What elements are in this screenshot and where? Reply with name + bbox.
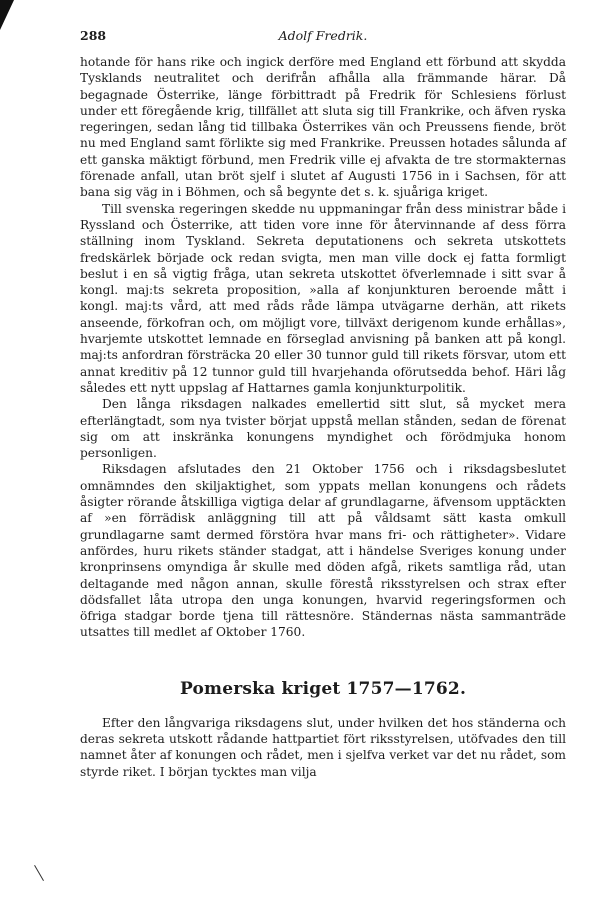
paragraph: Riksdagen afslutades den 21 Oktober 1756 och i riksdagsbeslutet omnämndes den skiljaktighet, som yppats mellan konungens och rådets åsigter rörande åtskilliga vigtiga delar af grundlagarne, äfvensom upptäckten af »en förrädisk anläggning till att på våldsamt sätt kasta omkull grundlagarne samt dermed förstöra hvar mans fri- och rättigheter». Vidare anfördes, huru rikets ständer stadgat, att i händelse Sveriges konung under kronprinsens omyndiga år skulle med döden afgå, rikets samtliga råd, utan deltagande med någon annan, skulle förestå riksstyrelsen och strax efter dödsfallet låta utropa den unga konungen, hvarvid regeringsformen och öfriga stadgar borde tjena till rättesnöre. Ständernas nästa sammanträde utsattes till medlet af Oktober 1760. <box>80 462 566 640</box>
body-text <box>80 54 566 641</box>
page-corner-mark <box>0 0 14 30</box>
paragraph: Efter den långvariga riksdagens slut, under hvilken det hos ständerna och deras sekreta utskott rådande hattpartiet fört riksstyrelsen, utöfvades den till namnet åter af konungen och rådet, men i sjelfva verket var det nu rådet, som styrde riket. I början tycktes man vilja <box>80 715 566 779</box>
section-heading: Pomerska kriget 1757—1762. <box>179 678 467 699</box>
paragraph-continuation: hotande för hans rike och ingick derföre med England ett förbund att skydda Tysklands neutralitet och derifrån afhålla alla främmande härar. Då begagnade Österrike, länge förbittradt på Fredrik för Schlesiens förlust under ett föregående krig, tillfället att sluta sig till Frankrike, och äfven ryska regeringen, sedan lång tid tillbaka Österrikes vän och Preussens fiende, bröt nu med England samt förlikte sig med Frankrike. Preussen hotades sålunda af ett ganska mäktigt förbund, men Fredrik ville ej afvakta de tre stormakternas förenade anfall, utan bröt sjelf i slutet af Augusti 1756 in i Sachsen, för att bana sig väg in i Böhmen, och så begynte det s. k. sjuåriga kriget. <box>80 55 566 200</box>
paragraph: Den långa riksdagen nalkades emellertid sitt slut, så mycket mera efterlängtadt, som nya tvister börjat uppstå mellan stånden, sedan de förenat sig om att inskränka konungens myndighet och förödmjuka honom personligen. <box>80 397 566 461</box>
paragraph: Till svenska regeringen skedde nu uppmaningar från dess ministrar både i Ryssland och Österrike, att tiden vore inne för återvinnande af dess förra ställning inom Tyskland. Sekreta deputationens och sekreta utskottets fredskärlek började ock redan svigta, men man ville dock ej fatta formligt beslut i en så vigtig fråga, utan sekreta utskottet öfverlemnade i sitt svar å kongl. maj:ts sekreta proposition, »alla af konjunkturen beroende mått i kongl. maj:ts vård, att med råds råde lämpa utvägarne derhän, att rikets anseende, förkofran och, om möjligt vore, tillväxt derigenom kunde erhållas», hvarjemte utskottet lemnade en förseglad anvisning på banken att på kongl. maj:ts anfordran försträcka 20 eller 30 tunnor guld till rikets försvar, utom ett annat kreditiv på 12 tunnor guld till hvarjehanda oförutsedda behof. Häri låg således ett nytt uppslag af Hattarnes gamla konjunkturpolitik. <box>80 201 566 395</box>
running-title: Adolf Fredrik. <box>278 28 368 43</box>
page-number: 288 <box>80 28 107 43</box>
book-page <box>80 28 566 780</box>
stray-pen-mark <box>34 861 51 881</box>
section-body-text <box>80 715 566 780</box>
page-header <box>80 28 566 48</box>
